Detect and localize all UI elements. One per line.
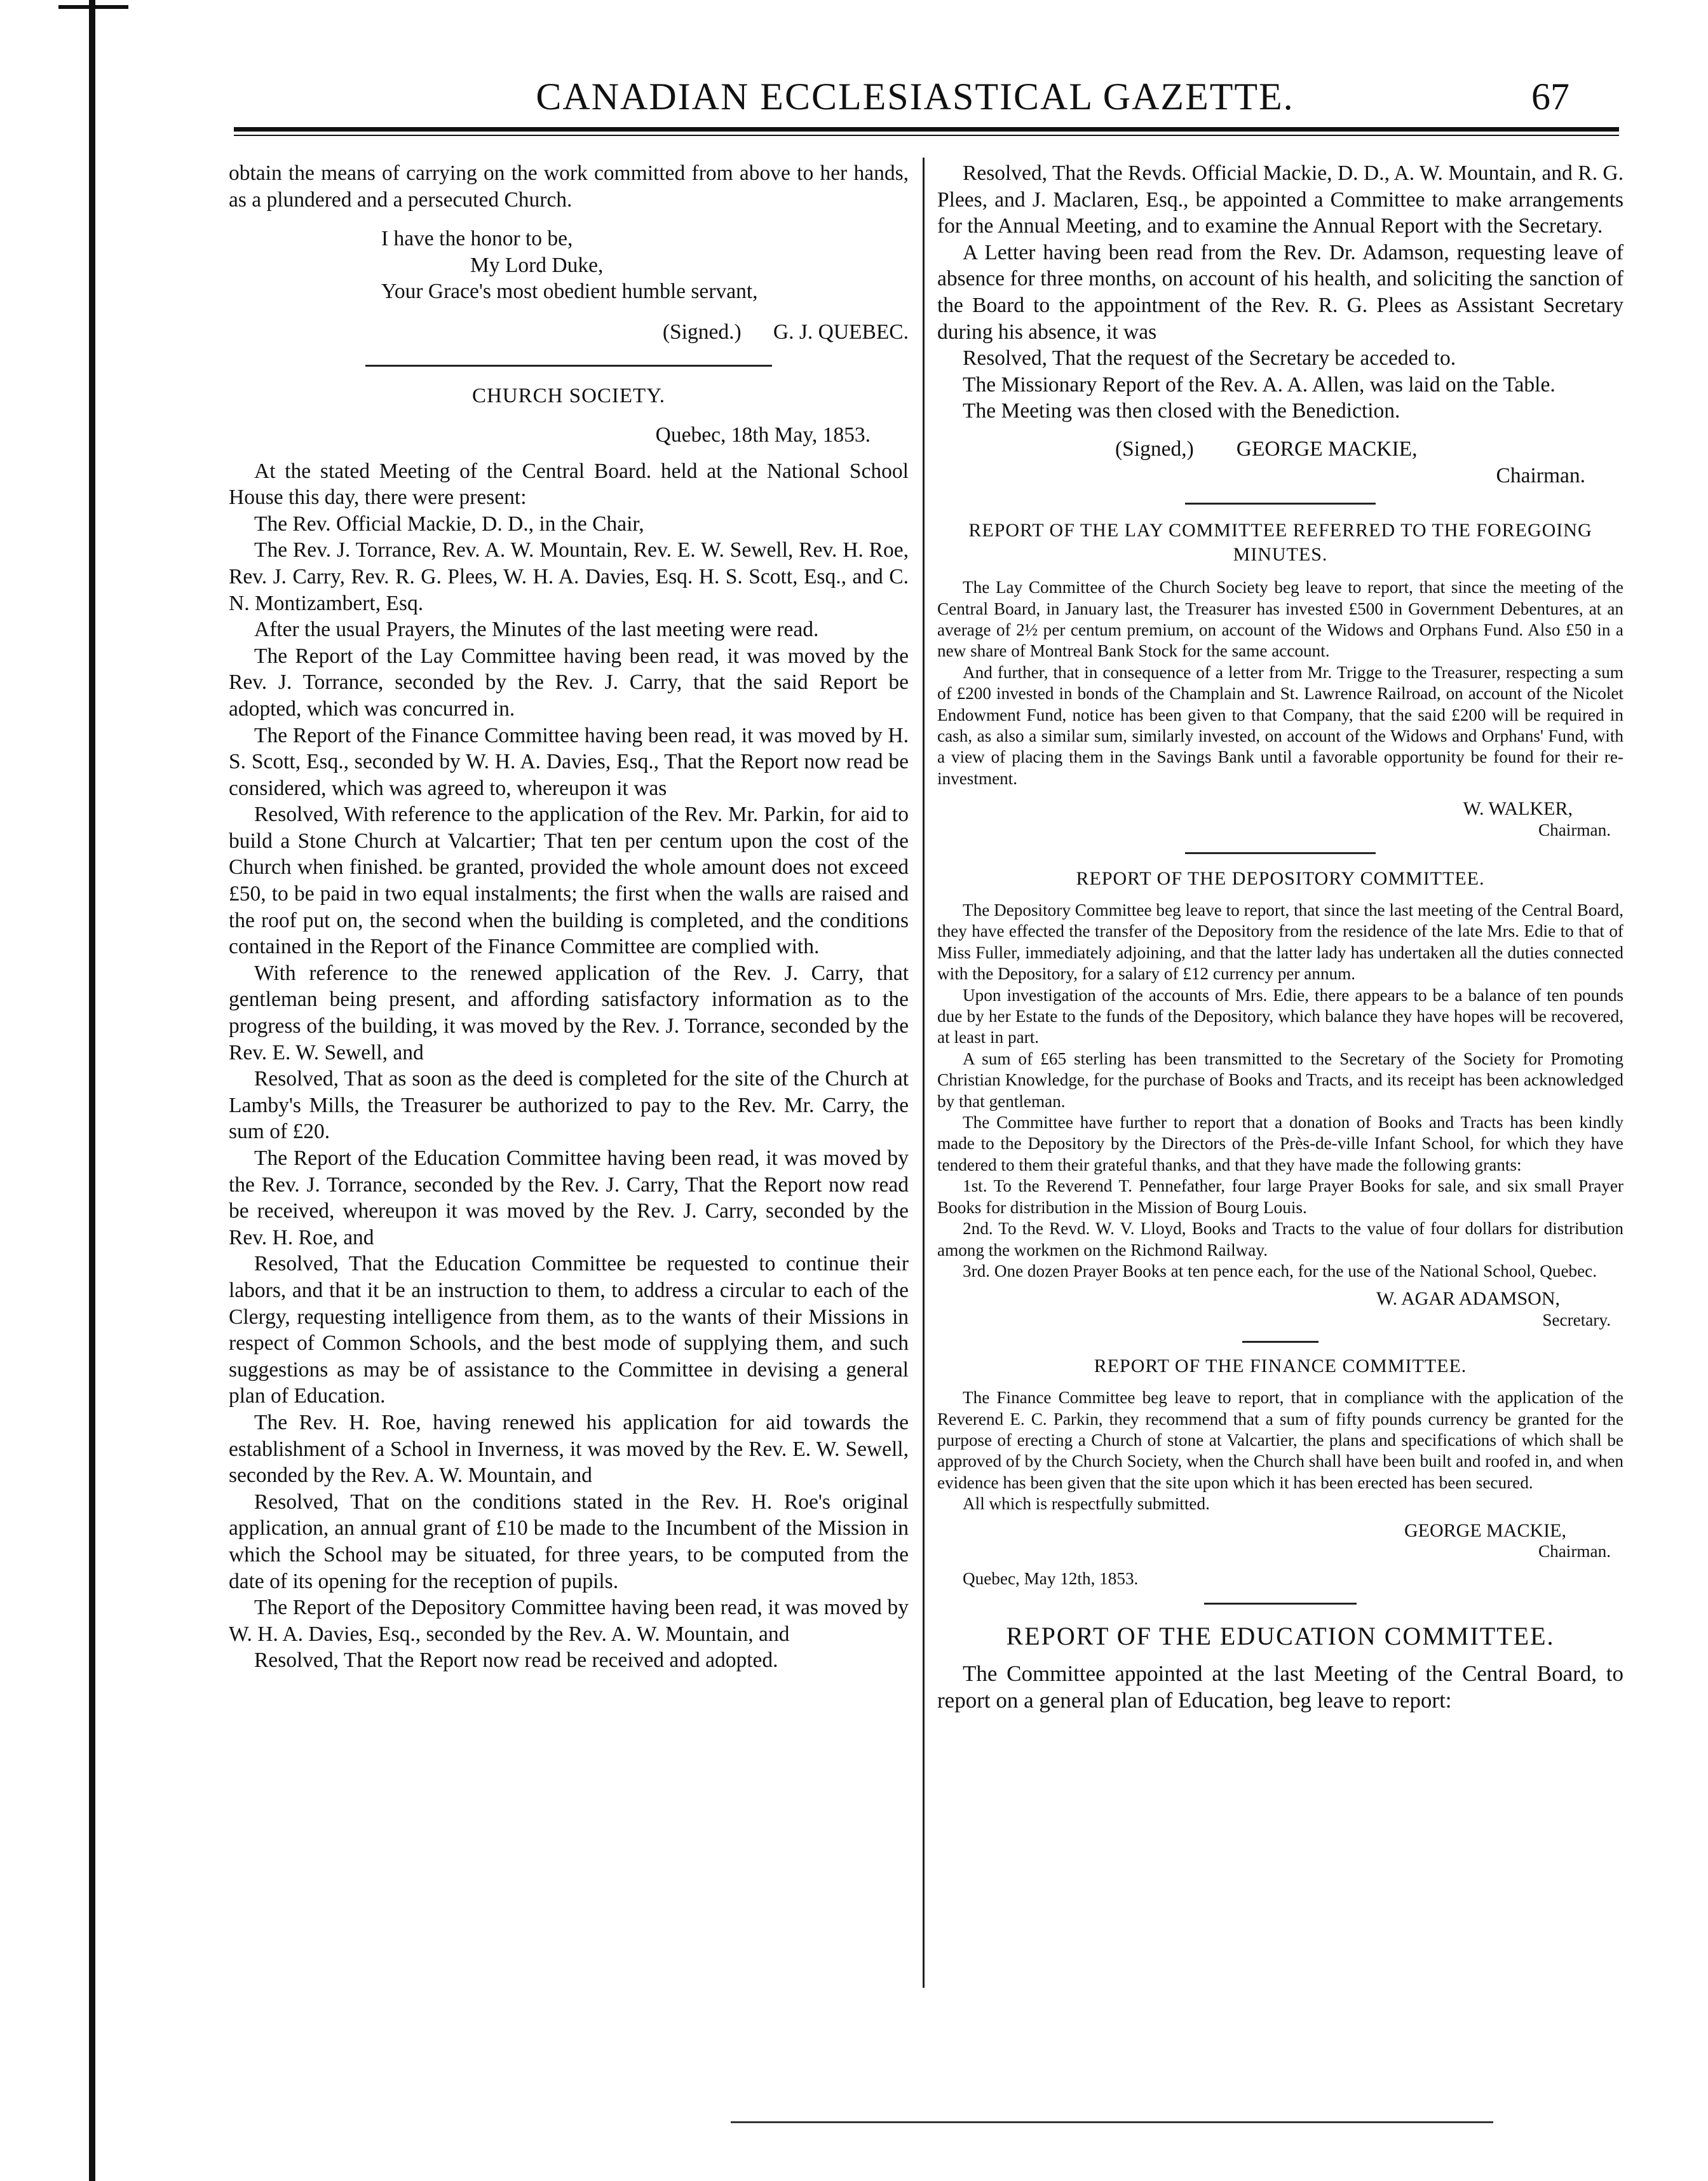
- minutes-paragraph: The Rev. J. Torrance, Rev. A. W. Mountain, Rev. E. W. Sewell, Rev. H. Roe, Rev. J. Carry, Rev. R. G. Plees, W. H. A. Davies, Esq. H. S. Scott, Esq., and C. N. Montizambert, Esq.: [229, 538, 909, 615]
- minutes-paragraph: At the stated Meeting of the Central Board. held at the National School House this day, there were present:: [229, 459, 909, 510]
- separator: [1242, 1341, 1318, 1343]
- dateline: Quebec, 18th May, 1853.: [655, 423, 871, 447]
- separator: [365, 365, 772, 367]
- minutes-paragraph: The Missionary Report of the Rev. A. A. Allen, was laid on the Table.: [963, 372, 1556, 397]
- finance-report-signer-title: Chairman.: [1538, 1541, 1611, 1561]
- signed-label: (Signed.): [662, 320, 742, 344]
- minutes-paragraph: The Report of the Lay Committee having been read, it was moved by the Rev. J. Torrance, seconded by the Rev. J. Carry, that the said Report be adopted, which was concurred in.: [229, 644, 909, 721]
- signed-title: Chairman.: [1496, 463, 1585, 487]
- minutes-paragraph: The Rev. H. Roe, having renewed his application for aid towards the establishment of a School in Inverness, it was moved by the Rev. E. W. Sewell, seconded by the Rev. A. W. Mountain, and: [229, 1410, 909, 1488]
- report-paragraph: The Finance Committee beg leave to report, that in compliance with the application of the Reverend E. C. Parkin, they recommend that a sum of fifty pounds currency be granted for the purpose of erecting a Church of stone at Valcartier, the plans and specifications of which shall be approved of by the Church Society, when the Church shall have been built and roofed in, and when evidence has been given that the site upon which it has been erected has been secured.: [937, 1388, 1623, 1492]
- separator: [1204, 1603, 1357, 1605]
- report-paragraph: All which is respectfully submitted.: [963, 1494, 1210, 1514]
- header-rule-thin: [234, 135, 1619, 136]
- lay-report-signer-title: Chairman.: [1538, 820, 1611, 839]
- letter-end: obtain the means of carrying on the work committed from above to her hands, as a plundered and a persecuted Church.: [229, 161, 909, 212]
- finance-report-body: [937, 1387, 1623, 1514]
- finance-report-title: REPORT OF THE FINANCE COMMITTEE.: [1094, 1355, 1467, 1377]
- report-paragraph: A sum of £65 sterling has been transmitted to the Secretary of the Society for Promoting Christian Knowledge, for the purchase of Books and Tracts, and its receipt has been acknowledged by that gentleman.: [937, 1049, 1623, 1111]
- lay-report-body: [937, 577, 1623, 789]
- lay-report-signer: W. WALKER,: [1463, 798, 1573, 820]
- section-title: CHURCH SOCIETY.: [471, 384, 666, 407]
- report-paragraph: 1st. To the Reverend T. Pennefather, four large Prayer Books for sale, and six small Prayer Books for distribution in the Mission of Bourg Louis.: [937, 1176, 1623, 1217]
- report-paragraph: And further, that in consequence of a letter from Mr. Trigge to the Treasurer, respecting a sum of £200 invested in bonds of the Champlain and St. Lawrence Railroad, on account of the Nicolet Endowment Fund, notice has been given to that Company, that the said £200 will be required in cash, as also a similar sum, similarly invested, on account of the Widows and Orphans' Fund, with a view of placing them in the Savings Bank until a favorable opportunity be found for their re-investment.: [937, 662, 1623, 788]
- separator: [1185, 503, 1376, 505]
- page-header-title: CANADIAN ECCLESIASTICAL GAZETTE.: [536, 76, 1294, 118]
- signed-name: G. J. QUEBEC.: [773, 320, 909, 344]
- minutes-paragraph: After the usual Prayers, the Minutes of the last meeting were read.: [254, 618, 819, 642]
- report-paragraph: Upon investigation of the accounts of Mrs. Edie, there appears to be a balance of ten pounds due by her Estate to the funds of the Depository, which balance they have hopes will be recovered, at least in part.: [937, 985, 1623, 1047]
- minutes-paragraph: Resolved, That the Report now read be received and adopted.: [254, 1648, 778, 1673]
- minutes-paragraph: Resolved, That as soon as the deed is completed for the site of the Church at Lamby's Mills, the Treasurer be authorized to pay to the Rev. Mr. Carry, the sum of £20.: [229, 1067, 909, 1144]
- education-report-paragraph: The Committee appointed at the last Meeting of the Central Board, to report on a general plan of Education, beg leave to report:: [937, 1661, 1623, 1713]
- minutes-paragraph: Resolved, With reference to the application of the Rev. Mr. Parkin, for aid to build a Stone Church at Valcartier; That ten per centum upon the cost of the Church when finished. be granted, provided the whole amount does not exceed £50, to be paid in two equal instalments; the first when the walls are raised and the roof put on, the second when the building is completed, and the conditions contained in the Report of the Finance Committee are complied with.: [229, 803, 909, 959]
- column-divider: [923, 158, 925, 1988]
- minutes-signature: [937, 436, 1623, 463]
- binding-tick: [58, 5, 128, 9]
- minutes-paragraph: Resolved, That the Revds. Official Mackie, D. D., A. W. Mountain, and R. G. Plees, and J. Maclaren, Esq., be appointed a Committee to make arrangements for the Annual Meeting, and to examine the Annual Report with the Secretary.: [937, 161, 1623, 238]
- closing-line-2: My Lord Duke,: [470, 253, 604, 277]
- report-paragraph: The Lay Committee of the Church Society beg leave to report, that since the meeting of the Central Board, in January last, the Treasurer has invested £500 in Government Debentures, at an average of 2½ per centum premium, on account of the Widows and Orphans Fund. Also £50 in a new share of Montreal Bank Stock for the same account.: [937, 578, 1623, 661]
- minutes-paragraph: Resolved, That the Education Committee be requested to continue their labors, and that it be an instruction to them, to address a circular to each of the Clergy, requesting intelligence from them, as to the wants of their Missions in respect of Common Schools, and the best mode of supplying them, and such suggestions as may be of assistance to the Committee in devising a general plan of Education.: [229, 1252, 909, 1408]
- minutes-paragraph: The Report of the Depository Committee having been read, it was moved by W. H. A. Davies, Esq., seconded by the Rev. A. W. Mountain, and: [229, 1596, 909, 1646]
- closing-line-1: I have the honor to be,: [381, 227, 573, 251]
- letter-signature: [229, 319, 909, 346]
- finance-report-dateline: Quebec, May 12th, 1853.: [963, 1569, 1139, 1589]
- signed-label: (Signed,): [1115, 437, 1194, 461]
- separator: [1185, 852, 1376, 854]
- depository-report-title: REPORT OF THE DEPOSITORY COMMITTEE.: [1076, 868, 1485, 889]
- signed-name: GEORGE MACKIE,: [1236, 437, 1418, 461]
- depository-report-signer: W. AGAR ADAMSON,: [1376, 1288, 1560, 1310]
- education-report-title: REPORT OF THE EDUCATION COMMITTEE.: [1006, 1621, 1555, 1650]
- binding-edge: [89, 0, 95, 2181]
- right-column: [937, 160, 1623, 1714]
- minutes-paragraph: With reference to the renewed application of the Rev. J. Carry, that gentleman being present, and affording satisfactory information as to the progress of the building, it was moved by the Rev. J. Torrance, seconded by the Rev. E. W. Sewell, and: [229, 961, 909, 1064]
- depository-report-signer-title: Secretary.: [1542, 1310, 1611, 1329]
- minutes-paragraph: The Meeting was then closed with the Benediction.: [963, 399, 1400, 423]
- finance-report-signer: GEORGE MACKIE,: [1404, 1519, 1566, 1541]
- minutes-paragraph: Resolved, That on the conditions stated in the Rev. H. Roe's original application, an annual grant of £10 be made to the Incumbent of the Mission in which the School may be situated, for three years, to be computed from the date of its opening for the reception of pupils.: [229, 1490, 909, 1593]
- report-paragraph: The Committee have further to report that a donation of Books and Tracts has been kindly made to the Depository by the Directors of the Près-de-ville Infant School, for which they have tendered to them their grateful thanks, and that they have made the following grants:: [937, 1113, 1623, 1174]
- closing-line-3: Your Grace's most obedient humble servant,: [381, 280, 758, 304]
- report-paragraph: 3rd. One dozen Prayer Books at ten pence each, for the use of the National School, Quebec.: [963, 1261, 1597, 1281]
- minutes-paragraph: Resolved, That the request of the Secretary be acceded to.: [963, 346, 1456, 370]
- minutes-paragraph: A Letter having been read from the Rev. Dr. Adamson, requesting leave of absence for three months, on account of his health, and soliciting the sanction of the Board to the appointment of the Rev. R. G. Plees as Assistant Secretary during his absence, it was: [937, 240, 1623, 344]
- minutes-paragraph: The Report of the Education Committee having been read, it was moved by the Rev. J. Torrance, seconded by the Rev. J. Carry, That the Report now read be received, whereupon it was moved by the Rev. J. Carry, seconded by the Rev. H. Roe, and: [229, 1146, 909, 1249]
- page-number: 67: [1531, 76, 1569, 118]
- depository-report-body: [937, 900, 1623, 1282]
- report-paragraph: The Depository Committee beg leave to report, that since the last meeting of the Central Board, they have effected the transfer of the Depository from the residence of the late Mrs. Edie to that of Miss Fuller, immediately adjoining, and that the latter lady has undertaken all the duties connected with the Depository, for a salary of £12 currency per annum.: [937, 900, 1623, 984]
- report-paragraph: 2nd. To the Revd. W. V. Lloyd, Books and Tracts to the value of four dollars for distribution among the workmen on the Richmond Railway.: [937, 1219, 1623, 1260]
- footer-rule: [731, 2121, 1493, 2123]
- minutes-body: [229, 458, 909, 1674]
- minutes-paragraph: The Report of the Finance Committee having been read, it was moved by H. S. Scott, Esq., seconded by W. H. A. Davies, Esq., That the Report now read be considered, which was agreed to, whereupon it was: [229, 723, 909, 800]
- minutes-paragraph: The Rev. Official Mackie, D. D., in the Chair,: [254, 512, 644, 536]
- header-rule-thick: [234, 127, 1619, 132]
- lay-report-title: REPORT OF THE LAY COMMITTEE REFERRED TO THE FOREGOING MINUTES.: [968, 520, 1592, 566]
- left-column: [229, 160, 909, 1674]
